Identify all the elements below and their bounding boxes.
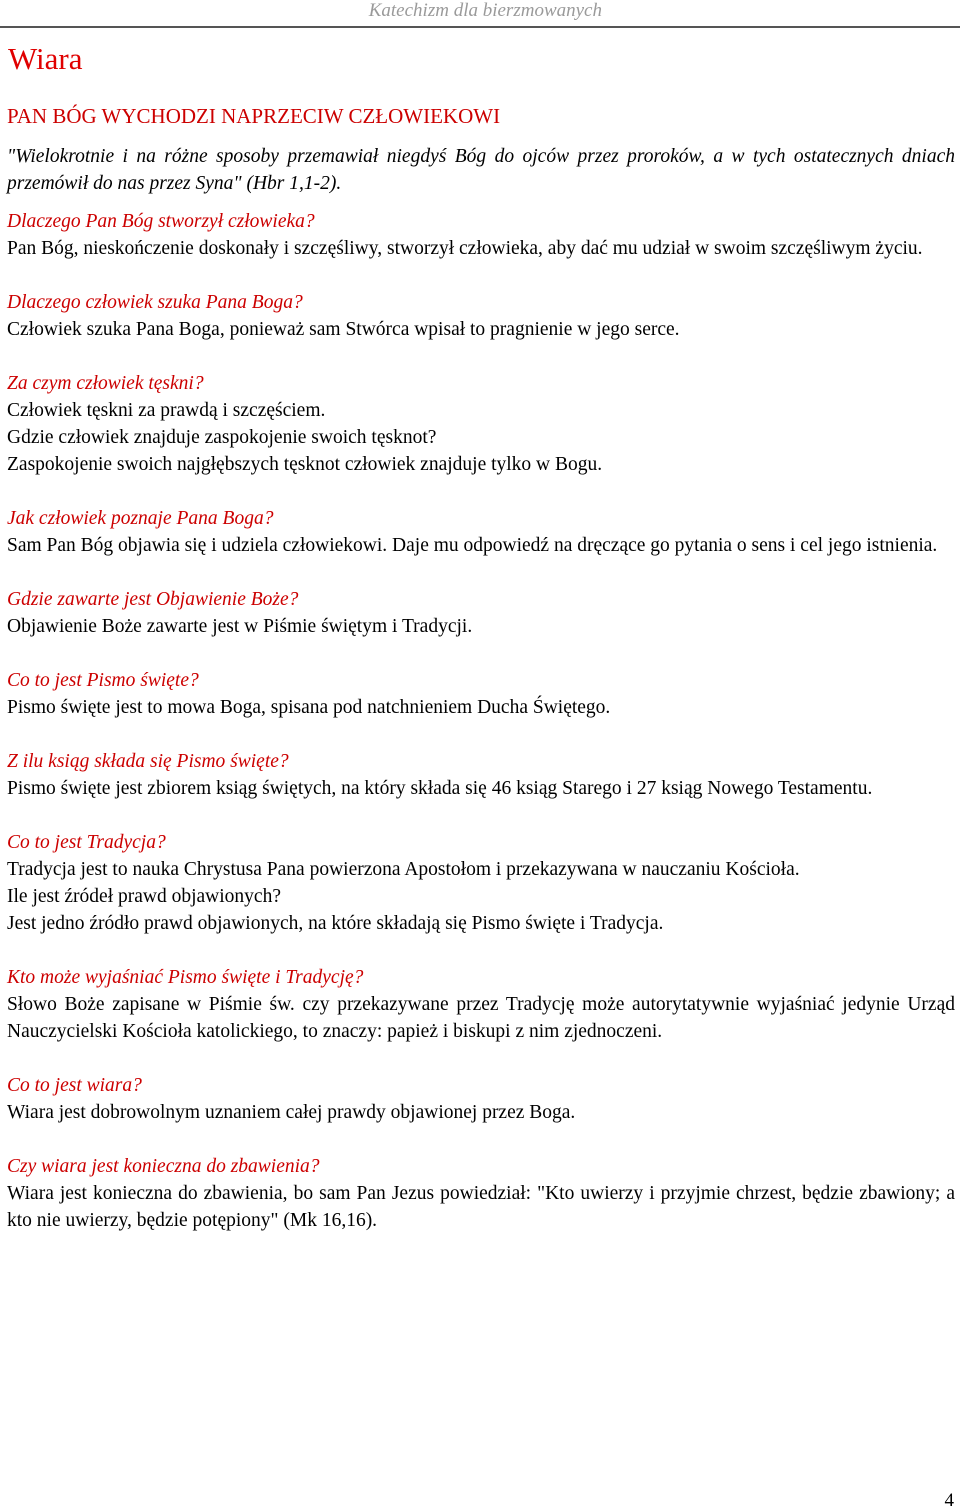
page-number: 4 bbox=[944, 1490, 954, 1511]
bible-quote: "Wielokrotnie i na różne sposoby przemawiał niegdyś Bóg do ojców przez proroków, a w tych ostatecznych dniach przemówił do nas przez Syna" (Hbr 1,1-2). bbox=[7, 146, 955, 194]
question: Jak człowiek poznaje Pana Boga? bbox=[7, 508, 274, 529]
question: Z ilu ksiąg składa się Pismo święte? bbox=[7, 751, 289, 772]
question: Za czym człowiek tęskni? bbox=[7, 373, 204, 394]
header-rule bbox=[0, 26, 960, 28]
question: Kto może wyjaśniać Pismo święte i Tradycję? bbox=[7, 967, 364, 988]
running-header-title: Katechizm dla bierzmowanych bbox=[368, 0, 602, 21]
qa-block bbox=[7, 1072, 955, 1126]
answer: Objawienie Boże zawarte jest w Piśmie świętym i Tradycji. bbox=[7, 616, 473, 637]
question: Co to jest Pismo święte? bbox=[7, 670, 199, 691]
qa-block bbox=[7, 586, 955, 640]
answer: Sam Pan Bóg objawia się i udziela człowiekowi. Daje mu odpowiedź na dręczące go pytania o sens i cel jego istnienia. bbox=[7, 535, 938, 556]
sub-question: Gdzie człowiek znajduje zaspokojenie swoich tęsknot? bbox=[7, 427, 437, 448]
qa-block bbox=[7, 208, 955, 262]
answer: Pismo święte jest to mowa Boga, spisana pod natchnieniem Ducha Świętego. bbox=[7, 697, 611, 718]
qa-block bbox=[7, 289, 955, 343]
sub-question: Ile jest źródeł prawd objawionych? bbox=[7, 886, 281, 907]
qa-block bbox=[7, 370, 955, 478]
question: Czy wiara jest konieczna do zbawienia? bbox=[7, 1156, 320, 1177]
qa-block bbox=[7, 964, 955, 1045]
qa-block bbox=[7, 1153, 955, 1234]
answer: Pismo święte jest zbiorem ksiąg świętych, na który składa się 46 ksiąg Starego i 27 ksiąg Nowego Testamentu. bbox=[7, 778, 873, 799]
answer: Słowo Boże zapisane w Piśmie św. czy przekazywane przez Tradycję może autorytatywnie wyjaśniać jedynie Urząd Nauczycielski Kościoła katolickiego, to znaczy: papież i biskupi z nim zjednoczeni. bbox=[7, 994, 955, 1042]
qa-block bbox=[7, 829, 955, 937]
qa-block bbox=[7, 667, 955, 721]
sub-answer: Jest jedno źródło prawd objawionych, na które składają się Pismo święte i Tradycja. bbox=[7, 913, 664, 934]
question: Gdzie zawarte jest Objawienie Boże? bbox=[7, 589, 299, 610]
question: Dlaczego Pan Bóg stworzył człowieka? bbox=[7, 211, 315, 232]
qa-block bbox=[7, 748, 955, 802]
question: Dlaczego człowiek szuka Pana Boga? bbox=[7, 292, 303, 313]
answer: Człowiek tęskni za prawdą i szczęściem. bbox=[7, 400, 326, 421]
answer: Tradycja jest to nauka Chrystusa Pana powierzona Apostołom i przekazywana w nauczaniu Kościoła. bbox=[7, 859, 800, 880]
page-heading: Wiara bbox=[8, 41, 83, 76]
section-title: PAN BÓG WYCHODZI NAPRZECIW CZŁOWIEKOWI bbox=[7, 104, 501, 128]
answer: Wiara jest konieczna do zbawienia, bo sam Pan Jezus powiedział: "Kto uwierzy i przyjmie chrzest, będzie zbawiony; a kto nie uwierzy, będzie potępiony" (Mk 16,16). bbox=[7, 1183, 955, 1231]
answer: Wiara jest dobrowolnym uznaniem całej prawdy objawionej przez Boga. bbox=[7, 1102, 576, 1123]
answer: Pan Bóg, nieskończenie doskonały i szczęśliwy, stworzył człowieka, aby dać mu udział w swoim szczęśliwym życiu. bbox=[7, 238, 923, 259]
question: Co to jest wiara? bbox=[7, 1075, 142, 1096]
qa-block bbox=[7, 505, 955, 559]
page-content bbox=[7, 102, 955, 1261]
question: Co to jest Tradycja? bbox=[7, 832, 166, 853]
answer: Człowiek szuka Pana Boga, ponieważ sam Stwórca wpisał to pragnienie w jego serce. bbox=[7, 319, 680, 340]
sub-answer: Zaspokojenie swoich najgłębszych tęsknot człowiek znajduje tylko w Bogu. bbox=[7, 454, 603, 475]
